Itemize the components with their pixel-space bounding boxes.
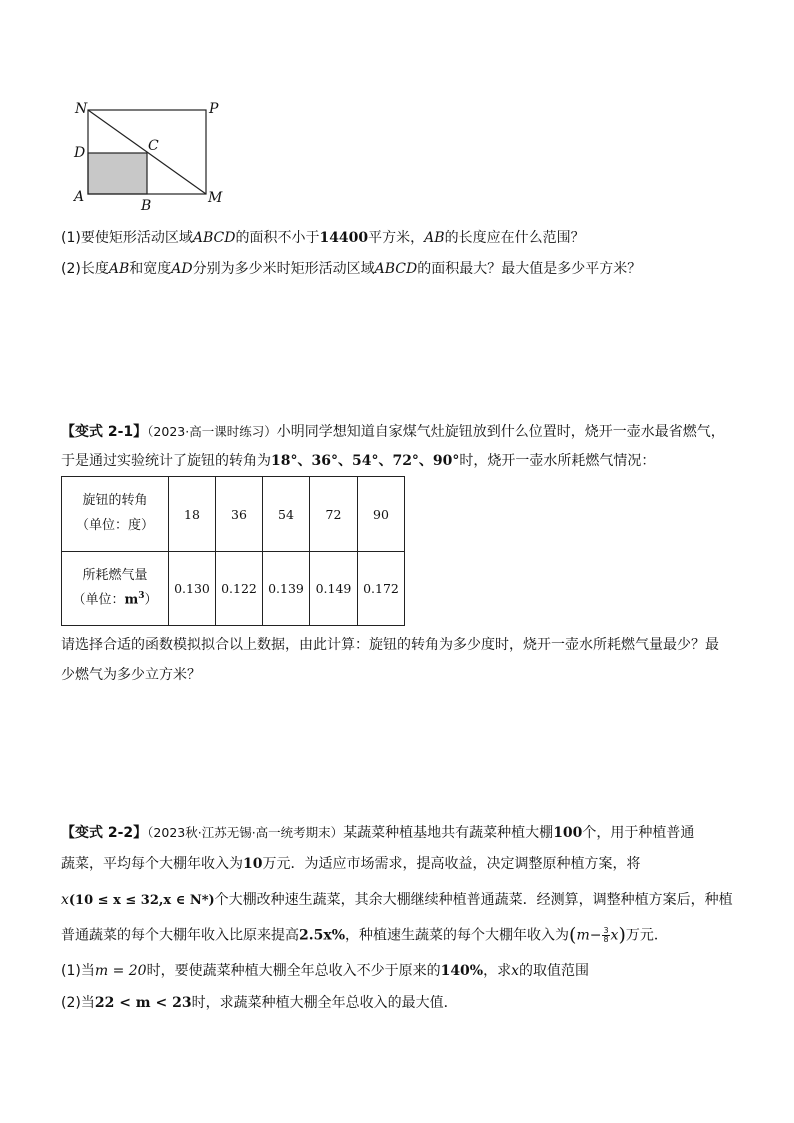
variant-2-2-line-4: 普通蔬菜的每个大棚年收入比原来提高2.5x%，种植速生蔬菜的每个大棚年收入为(m− $\frac{3}{8}$ x)万元． [61, 924, 668, 946]
variant-2-1-question-line-1: 请选择合适的函数模拟拟合以上数据，由此计算：旋钮的转角为多少度时，烧开一壶水所耗燃气量最少？最 [61, 637, 719, 653]
table-cell: 90 [358, 477, 405, 552]
label-b: B [141, 198, 152, 214]
label-p: P [209, 101, 219, 117]
variant-2-1-line-2: 于是通过实验统计了旋钮的转角为18°、36°、54°、72°、90°时，烧开一壶水所耗燃气情况： [61, 453, 656, 469]
label-m: M [208, 190, 223, 206]
rectangle-diagram [0, 0, 794, 220]
table-cell: 0.172 [358, 552, 405, 626]
table-cell: 54 [263, 477, 310, 552]
shaded-region-abcd [88, 153, 147, 194]
label-n: N [75, 101, 88, 117]
row-header-angle: 旋钮的转角 （单位：度） [62, 477, 169, 552]
table-cell: 0.139 [263, 552, 310, 626]
table-cell: 0.130 [169, 552, 216, 626]
variant-2-2-question-2: (2)当22 < m < 23时，求蔬菜种植大棚全年总收入的最大值． [61, 995, 458, 1011]
row-header-gas: 所耗燃气量 （单位：$m^3$） [62, 552, 169, 626]
variant-2-1-question-line-2: 少燃气为多少立方米？ [61, 667, 201, 683]
variant-2-2-line-1: 【变式 2-2】（2023秋·江苏无锡·高一统考期末）某蔬菜种植基地共有蔬菜种植大棚100个，用于种植普通 [61, 825, 695, 841]
question-2: (2)长度AB和宽度AD分别为多少米时矩形活动区域ABCD的面积最大？最大值是多少平方米？ [61, 261, 642, 277]
variant-2-2-line-2: 蔬菜，平均每个大棚年收入为10万元．为适应市场需求，提高收益，决定调整原种植方案，将 [61, 856, 641, 872]
table-cell: 36 [216, 477, 263, 552]
table-row-angle [62, 477, 405, 552]
label-c: C [148, 138, 159, 154]
variant-2-1-line-1: 【变式 2-1】（2023·高一课时练习）小明同学想知道自家煤气灶旋钮放到什么位置时，烧开一壶水最省燃气， [61, 424, 725, 440]
table-cell: 0.122 [216, 552, 263, 626]
table-cell: 18 [169, 477, 216, 552]
variant-2-2-line-3: x(10 ≤ x ≤ 32,x ∈ N*)个大棚改种速生蔬菜，其余大棚继续种植普通蔬菜．经测算，调整种植方案后，种植 [61, 892, 733, 908]
question-1: (1)要使矩形活动区域ABCD的面积不小于14400平方米，AB的长度应在什么范围？ [61, 230, 585, 246]
label-d: D [74, 145, 86, 161]
table-row-gas [62, 552, 405, 626]
table-cell: 72 [310, 477, 358, 552]
data-table [61, 476, 405, 626]
variant-2-2-question-1: (1)当m = 20时，要使蔬菜种植大棚全年总收入不少于原来的140%，求x的取值范围 [61, 963, 590, 979]
label-a: A [74, 189, 85, 205]
table-cell: 0.149 [310, 552, 358, 626]
fraction-3-8: $\frac{3}{8}$ [603, 926, 609, 944]
